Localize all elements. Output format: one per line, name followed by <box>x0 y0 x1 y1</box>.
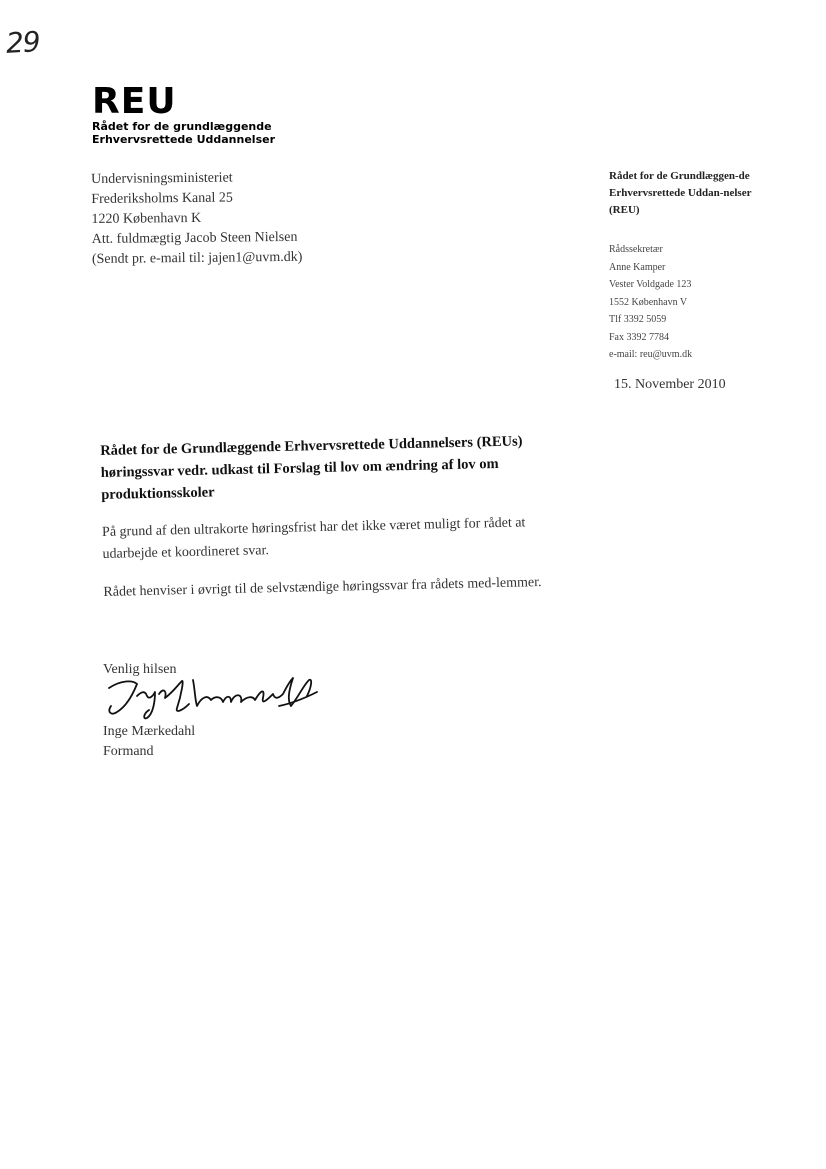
handwritten-signature <box>103 666 323 722</box>
recipient-line: Undervisningsministeriet <box>91 170 233 187</box>
body-paragraph: Rådet henviser i øvrigt til de selvstændige høringssvar fra rådets med-lemmer. <box>103 575 542 600</box>
sender-contact <box>609 241 779 364</box>
recipient-email-line: (Sendt pr. e-mail til: jajen1@uvm.dk) <box>91 249 303 267</box>
salutation: Venlig hilsen <box>103 662 177 677</box>
body-paragraph: På grund af den ultrakorte høringsfrist har det ikke været muligt for rådet at udarbejde et koordineret svar. <box>101 515 526 562</box>
sender-block <box>609 168 779 364</box>
recipient-line: Frederiksholms Kanal 25 <box>91 190 233 207</box>
sender-email: e-mail: reu@uvm.dk <box>609 349 693 360</box>
letter-subject: Rådet for de Grundlæggende Erhvervsrettede Uddannelsers (REUs) høringssvar vedr. udkast til Forslag til lov om ændring af lov om produktionsskoler <box>100 433 523 503</box>
reu-logo <box>92 81 275 146</box>
sender-city: 1552 København V <box>609 296 688 308</box>
signer-name: Inge Mærkedahl <box>103 724 196 739</box>
closing-block <box>103 660 403 770</box>
letter-date: 15. November 2010 <box>614 377 726 392</box>
logo-line-1: Rådet for de grundlæggende <box>92 120 272 133</box>
sender-street: Vester Voldgade 123 <box>609 279 692 290</box>
page-number: 29 <box>5 25 41 60</box>
sender-name: Anne Kamper <box>609 261 666 273</box>
sender-fax: Fax 3392 7784 <box>609 331 669 343</box>
sender-role: Rådssekretær <box>609 244 663 255</box>
letter-body <box>100 429 574 620</box>
recipient-address <box>91 168 302 270</box>
logo-mark: REU <box>92 81 177 122</box>
recipient-line: 1220 København K <box>91 210 202 227</box>
recipient-line: Att. fuldmægtig Jacob Steen Nielsen <box>91 229 298 247</box>
logo-line-2: Erhvervsrettede Uddannelser <box>92 133 275 146</box>
signer-title: Formand <box>103 744 154 759</box>
sender-phone: Tlf 3392 5059 <box>609 314 667 325</box>
sender-organization: Rådet for de Grundlæggen-de Erhvervsrettede Uddan-nelser (REU) <box>609 170 752 216</box>
